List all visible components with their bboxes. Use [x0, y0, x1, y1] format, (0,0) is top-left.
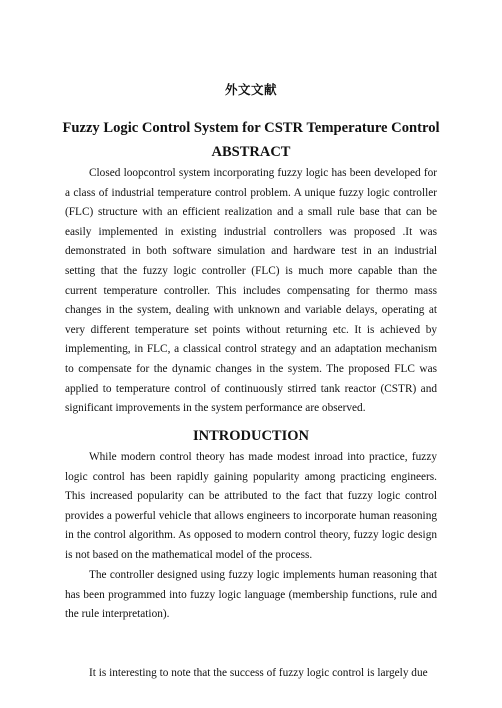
abstract-heading: ABSTRACT — [211, 144, 291, 160]
introduction-paragraph-2: The controller designed using fuzzy logic implements human reasoning that has been programmed into fuzzy logic language (membership functions, rule and the rule interpretation). — [65, 569, 437, 621]
introduction-paragraph-1: While modern control theory has made modest inroad into practice, fuzzy logic control has been rapidly gaining popularity among practicing engineers. This increased popularity can be attributed to the fact that fuzzy logic control provides a powerful vehicle that allows engineers to incorporate human reasoning in the control algorithm. As opposed to modern control theory, fuzzy logic design is not based on the mathematical model of the process. — [65, 451, 437, 561]
introduction-heading: INTRODUCTION — [192, 428, 309, 444]
introduction-paragraph-3: It is interesting to note that the success of fuzzy logic control is largely due — [89, 667, 428, 679]
chinese-header: 外文文献 — [224, 82, 277, 97]
paper-title: Fuzzy Logic Control System for CSTR Temperature Control — [62, 120, 440, 136]
abstract-paragraph: Closed loopcontrol system incorporating fuzzy logic has been developed for a class of industrial temperature control problem. A unique fuzzy logic controller (FLC) structure with an efficient realization and a small rule base that can be easily implemented in existing industrial controllers was proposed .It was demonstrated in both software simulation and hardware test in an industrial setting that the fuzzy logic controller (FLC) is much more capable than the current temperature controller. This includes compensating for thermo mass changes in the system, dealing with unknown and variable delays, operating at very different temperature set points without returning etc. It is achieved by implementing, in FLC, a classical control strategy and an adaptation mechanism to compensate for the dynamic changes in the system. The proposed FLC was applied to temperature control of continuously stirred tank reactor (CSTR) and significant improvements in the system performance are observed. — [65, 167, 437, 415]
